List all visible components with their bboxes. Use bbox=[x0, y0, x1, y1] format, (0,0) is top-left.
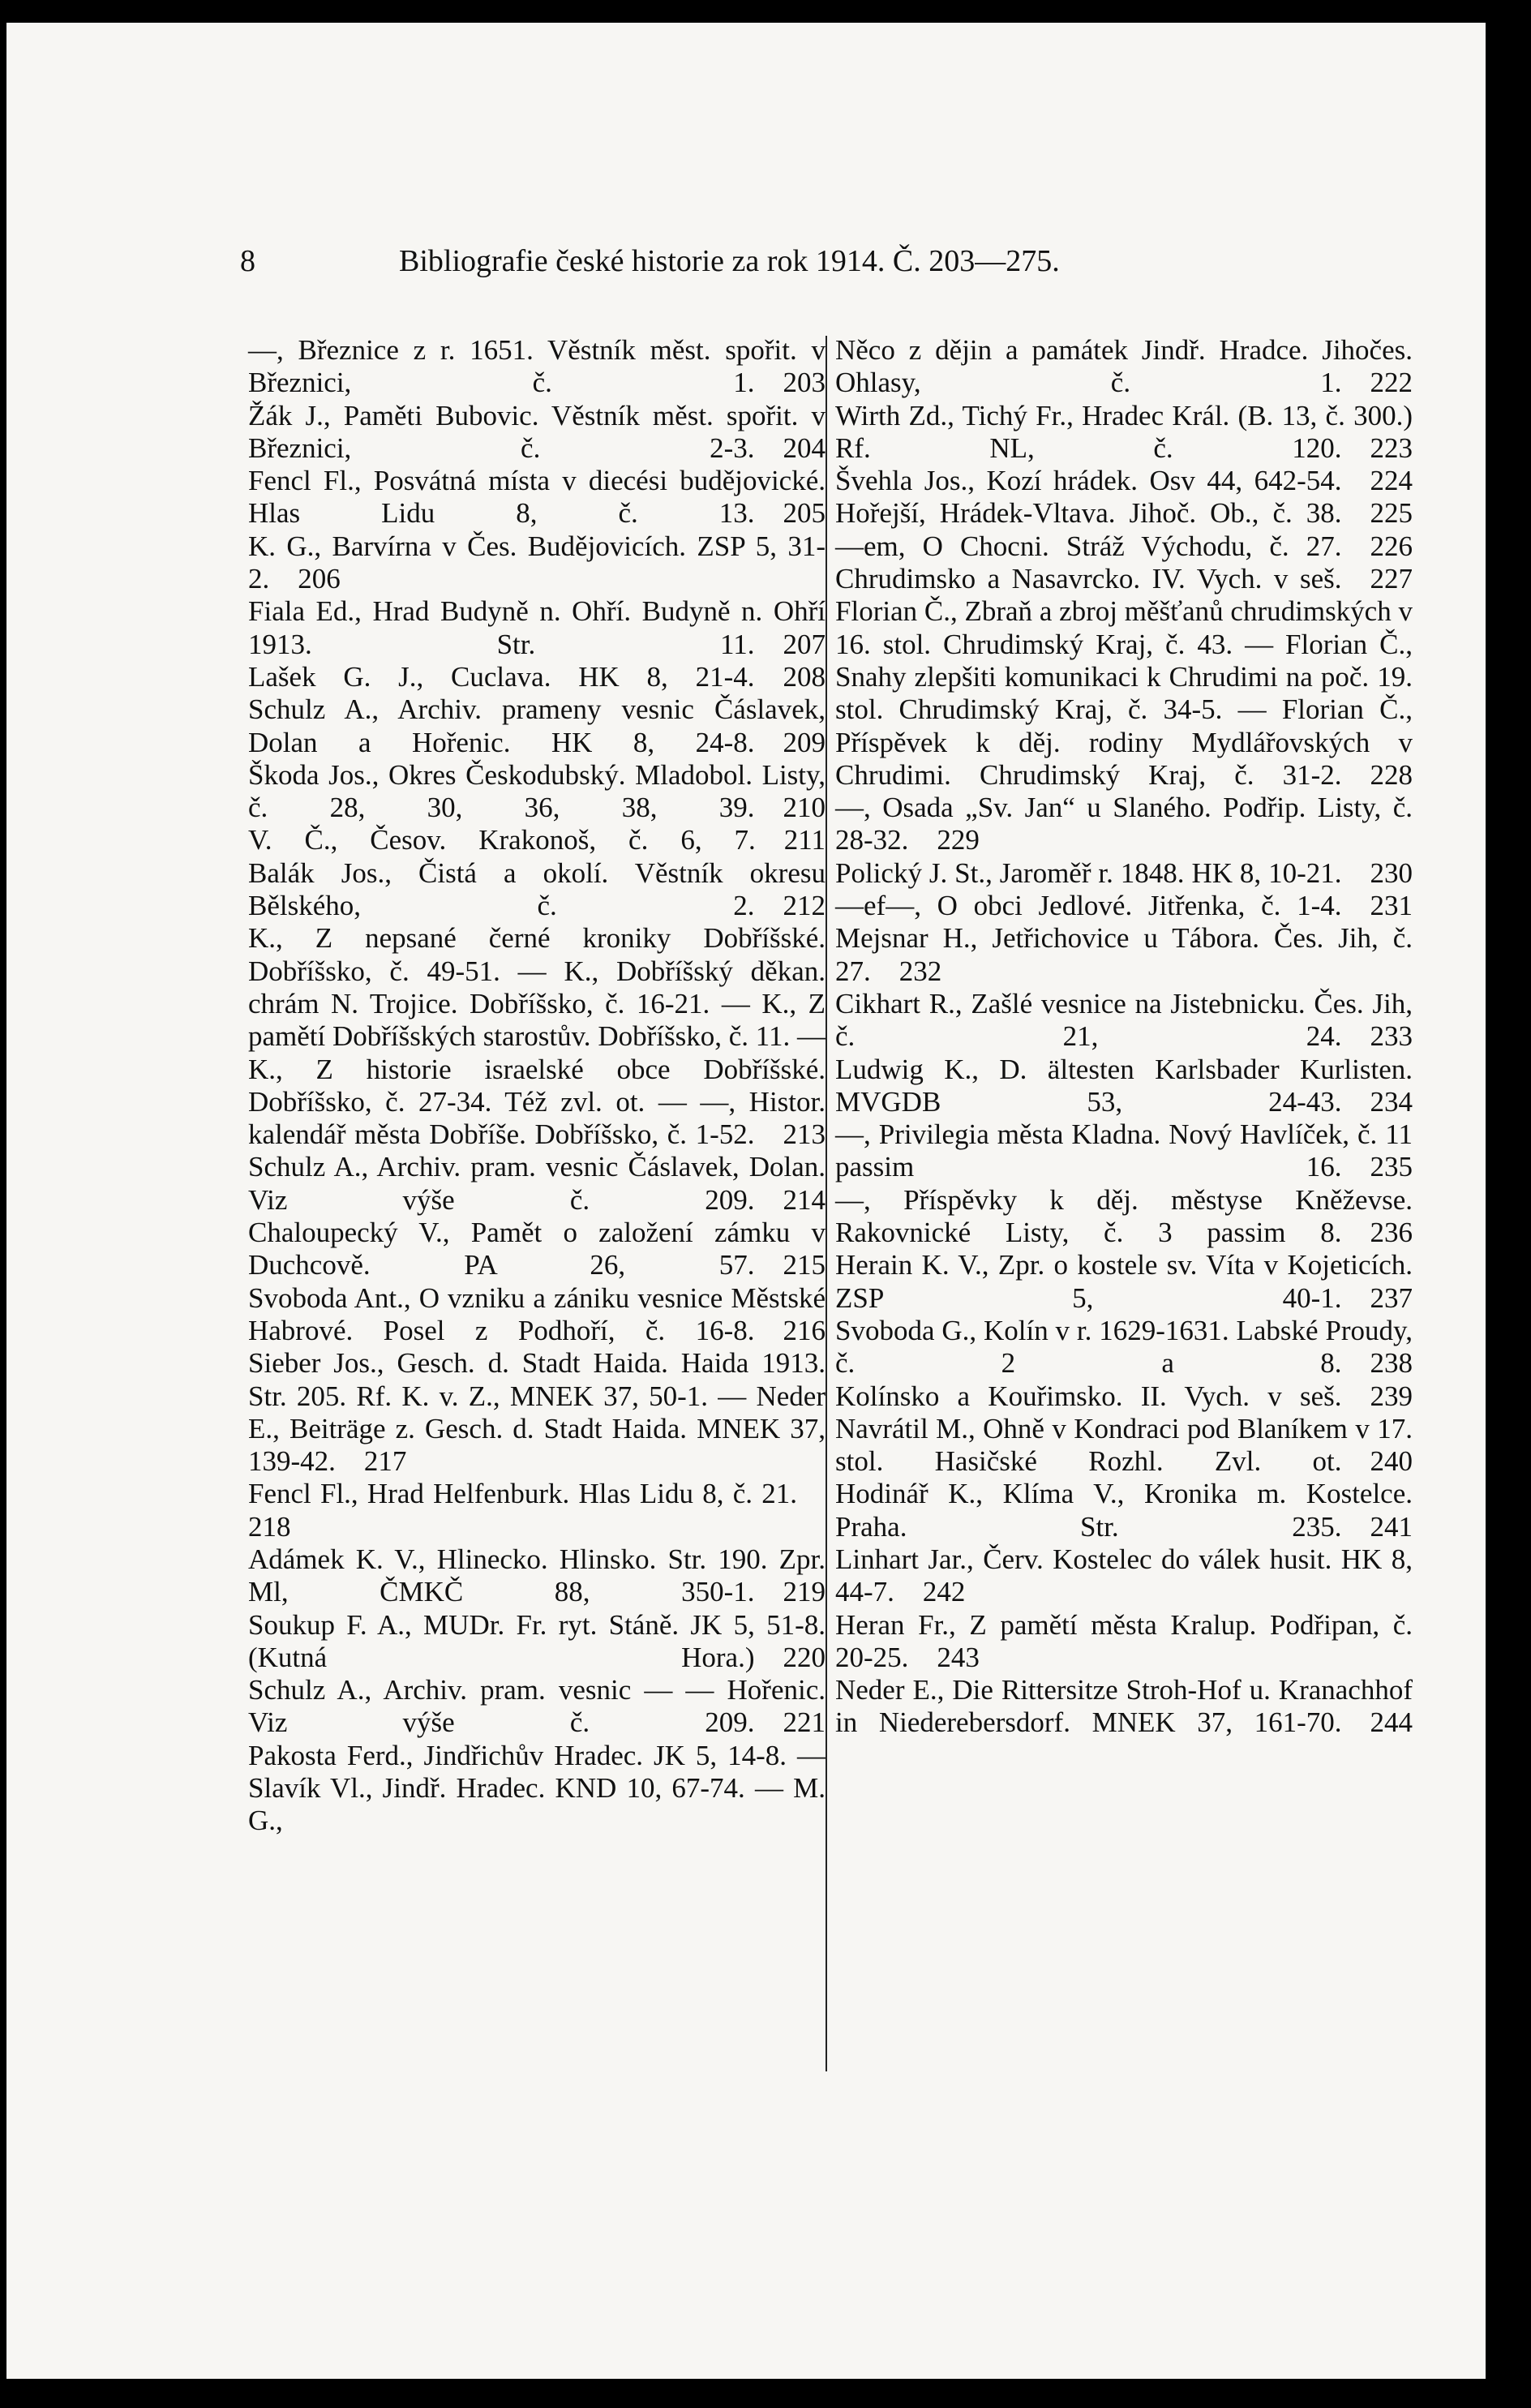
entry-number: 241 bbox=[1370, 1510, 1413, 1543]
bibliography-entry bbox=[248, 1347, 826, 1478]
bibliography-entry bbox=[248, 1478, 826, 1543]
entry-number: 216 bbox=[783, 1314, 826, 1346]
bibliography-entry bbox=[835, 1380, 1413, 1413]
entry-number: 233 bbox=[1370, 1020, 1413, 1053]
entry-text: Schulz A., Archiv. pram. vesnic — — Hořenic. Viz výše č. 209. bbox=[248, 1674, 826, 1739]
bibliography-entry bbox=[835, 497, 1413, 530]
entry-number: 224 bbox=[1370, 465, 1413, 497]
entry-number: 229 bbox=[937, 824, 980, 856]
entry-number: 240 bbox=[1370, 1445, 1413, 1478]
entry-number: 225 bbox=[1370, 497, 1413, 530]
bibliography-entry bbox=[248, 857, 826, 923]
entry-text: Lašek G. J., Cuclava. HK 8, 21-4. bbox=[248, 660, 755, 693]
entry-text: Soukup F. A., MUDr. Fr. ryt. Stáně. JK 5, 51-8. (Kutná Hora.) bbox=[248, 1608, 826, 1673]
bibliography-entry bbox=[835, 890, 1413, 922]
header-title: Bibliografie české historie za rok 1914. Č. 203—275. bbox=[399, 244, 1060, 278]
entry-text: Navrátil M., Ohně v Kondraci pod Blaníkem v 17. stol. Hasičské Rozhl. Zvl. ot. bbox=[835, 1412, 1413, 1478]
entry-text: Pakosta Ferd., Jindřichův Hradec. JK 5, 14-8. — Slavík Vl., Jindř. Hradec. KND 10, 67-74. — M. G., bbox=[248, 1739, 826, 1837]
entry-number: 223 bbox=[1370, 431, 1413, 464]
entry-number: 243 bbox=[937, 1641, 980, 1673]
bibliography-entry bbox=[835, 1249, 1413, 1315]
entry-text: —em, O Chocni. Stráž Východu, č. 27. bbox=[835, 530, 1342, 562]
entry-text: Polický J. St., Jaroměř r. 1848. HK 8, 10-21. bbox=[835, 856, 1342, 889]
bibliography-entry bbox=[835, 530, 1413, 563]
entry-number: 212 bbox=[783, 890, 826, 922]
entry-number: 219 bbox=[783, 1576, 826, 1608]
entry-text: —, Březnice z r. 1651. Věstník měst. spořit. v Březnici, č. 1. bbox=[248, 334, 826, 399]
entry-number: 232 bbox=[898, 955, 942, 987]
left-column bbox=[248, 334, 826, 1838]
bibliography-entry bbox=[248, 824, 826, 856]
entry-number: 213 bbox=[783, 1118, 826, 1151]
bibliography-entry bbox=[835, 400, 1413, 466]
entry-number: 209 bbox=[783, 726, 826, 758]
entry-number: 238 bbox=[1370, 1347, 1413, 1380]
bibliography-entry bbox=[835, 563, 1413, 595]
bibliography-entry bbox=[248, 400, 826, 466]
entry-text: —, Příspěvky k děj. městyse Kněževse. Rakovnické Listy, č. 3 passim 8. bbox=[835, 1183, 1413, 1249]
column-divider bbox=[826, 336, 827, 2071]
bibliography-entry bbox=[835, 857, 1413, 890]
entry-text: Schulz A., Archiv. prameny vesnic Čáslavek, Dolan a Hořenic. HK 8, 24-8. bbox=[248, 693, 826, 758]
bibliography-entry bbox=[248, 661, 826, 693]
entry-text: Cikhart R., Zašlé vesnice na Jistebnicku. Čes. Jih, č. 21, 24. bbox=[835, 987, 1413, 1053]
entry-number: 234 bbox=[1370, 1085, 1413, 1118]
entry-text: Herain K. V., Zpr. o kostele sv. Víta v Kojeticích. ZSP 5, 40-1. bbox=[835, 1249, 1413, 1314]
entry-text: Chaloupecký V., Pamět o založení zámku v Duchcově. PA 26, 57. bbox=[248, 1217, 826, 1281]
entry-text: Něco z dějin a památek Jindř. Hradce. Jihočes. Ohlasy, č. 1. bbox=[835, 334, 1413, 399]
entry-text: Ludwig K., D. ältesten Karlsbader Kurlisten. MVGDB 53, 24-43. bbox=[835, 1053, 1413, 1118]
bibliography-entry bbox=[248, 693, 826, 759]
entry-number: 211 bbox=[783, 824, 826, 856]
entry-number: 205 bbox=[783, 497, 826, 530]
entry-text: Mejsnar H., Jetřichovice u Tábora. Čes. Jih, č. 27. bbox=[835, 922, 1413, 987]
entry-text: Švehla Jos., Kozí hrádek. Osv 44, 642-54. bbox=[835, 465, 1342, 497]
entry-number: 226 bbox=[1370, 530, 1413, 562]
entry-number: 230 bbox=[1370, 856, 1413, 889]
entry-text: Neder E., Die Rittersitze Stroh-Hof u. Kranachhof in Niederebersdorf. MNEK 37, 161-70. bbox=[835, 1674, 1413, 1739]
entry-text: Fencl Fl., Posvátná místa v diecési budějovické. Hlas Lidu 8, č. 13. bbox=[248, 465, 826, 530]
bibliography-entry bbox=[248, 1217, 826, 1282]
entry-number: 203 bbox=[783, 367, 826, 399]
entry-text: —ef—, O obci Jedlové. Jitřenka, č. 1-4. bbox=[835, 890, 1342, 922]
bibliography-entry bbox=[835, 1543, 1413, 1609]
bibliography-entry bbox=[835, 1413, 1413, 1479]
bibliography-entry bbox=[835, 922, 1413, 988]
bibliography-entry bbox=[835, 1674, 1413, 1740]
entry-number: 206 bbox=[298, 563, 341, 595]
entry-text: Škoda Jos., Okres Českodubský. Mladobol. Listy, č. 28, 30, 36, 38, 39. bbox=[248, 758, 826, 824]
entry-text: Schulz A., Archiv. pram. vesnic Čáslavek, Dolan. Viz výše č. 209. bbox=[248, 1151, 826, 1216]
entry-text: Wirth Zd., Tichý Fr., Hradec Král. (B. 13, č. 300.) Rf. NL, č. 120. bbox=[835, 399, 1413, 464]
entry-text: Fencl Fl., Hrad Helfenburk. Hlas Lidu 8, č. 21. bbox=[248, 1478, 797, 1510]
bibliography-entry bbox=[835, 1478, 1413, 1543]
bibliography-entry bbox=[248, 1740, 826, 1838]
entry-text: Florian Č., Zbraň a zbroj měšťanů chrudimských v 16. stol. Chrudimský Kraj, č. 43. — Florian Č., Snahy zlepšiti komunikaci k Chrudimi na poč. 19. stol. Chrudimský Kraj, č. 34-5. — Florian Č., Příspěvek k děj. rodiny Mydlářovských v Chrudimi. Chrudimský Kraj, č. 31-2. bbox=[835, 595, 1413, 791]
entry-number: 239 bbox=[1370, 1380, 1413, 1412]
entry-text: Svoboda Ant., O vzniku a zániku vesnice Městské Habrové. Posel z Podhoří, č. 16-8. bbox=[248, 1281, 826, 1346]
entry-number: 227 bbox=[1370, 563, 1413, 595]
bibliography-entry bbox=[835, 595, 1413, 792]
entry-text: Hořejší, Hrádek-Vltava. Jihoč. Ob., č. 38. bbox=[835, 497, 1342, 530]
page-number: 8 bbox=[240, 244, 255, 278]
bibliography-entry bbox=[835, 1184, 1413, 1250]
entry-number: 244 bbox=[1370, 1706, 1413, 1739]
entry-text: —, Osada „Sv. Jan“ u Slaného. Podřip. Listy, č. 28-32. bbox=[835, 792, 1413, 856]
bibliography-entry bbox=[248, 1674, 826, 1740]
entry-number: 236 bbox=[1370, 1217, 1413, 1249]
entry-text: Fiala Ed., Hrad Budyně n. Ohří. Budyně n. Ohří 1913. Str. 11. bbox=[248, 595, 826, 660]
bibliography-entry bbox=[835, 1315, 1413, 1380]
entry-text: Balák Jos., Čistá a okolí. Věstník okresu Bělského, č. 2. bbox=[248, 856, 826, 922]
entry-text: Heran Fr., Z pamětí města Kralup. Podřipan, č. 20-25. bbox=[835, 1608, 1413, 1673]
bibliography-entry bbox=[248, 1609, 826, 1675]
entry-number: 214 bbox=[783, 1183, 826, 1216]
running-header bbox=[240, 243, 1456, 279]
entry-number: 237 bbox=[1370, 1281, 1413, 1314]
bibliography-entry bbox=[248, 530, 826, 596]
bibliography-entry bbox=[248, 1543, 826, 1609]
bibliography-entry bbox=[248, 595, 826, 661]
entry-number: 217 bbox=[363, 1445, 407, 1478]
entry-number: 235 bbox=[1370, 1151, 1413, 1183]
entry-text: K., Z nepsané černé kroniky Dobříšské. Dobříšsko, č. 49-51. — K., Dobříšský děkan. chrám N. Trojice. Dobříšsko, č. 16-21. — K., Z pamětí Dobříšských starostův. Dobříšsko, č. 11. — K., Z historie israelské obce Dobříšské. Dobříšsko, č. 27-34. Též zvl. ot. — —, Histor. kalendář města Dobříše. Dobříšsko, č. 1-52. bbox=[248, 922, 826, 1151]
entry-text: Hodinář K., Klíma V., Kronika m. Kostelce. Praha. Str. 235. bbox=[835, 1478, 1413, 1543]
entry-number: 207 bbox=[783, 628, 826, 660]
bibliography-entry bbox=[248, 1282, 826, 1348]
entry-number: 221 bbox=[783, 1706, 826, 1739]
entry-number: 220 bbox=[783, 1641, 826, 1673]
bibliography-entry bbox=[248, 1151, 826, 1217]
entry-number: 218 bbox=[248, 1510, 291, 1543]
bibliography-entry bbox=[248, 759, 826, 825]
entry-text: Chrudimsko a Nasavrcko. IV. Vych. v seš. bbox=[835, 563, 1342, 595]
entry-number: 208 bbox=[783, 660, 826, 693]
entry-text: Kolínsko a Kouřimsko. II. Vych. v seš. bbox=[835, 1380, 1342, 1412]
entry-text: Sieber Jos., Gesch. d. Stadt Haida. Haida 1913. Str. 205. Rf. K. v. Z., MNEK 37, 50-1. — Neder E., Beiträge z. Gesch. d. Stadt Haida. MNEK 37, 139-42. bbox=[248, 1347, 826, 1478]
entry-number: 204 bbox=[783, 431, 826, 464]
entry-number: 215 bbox=[783, 1249, 826, 1281]
bibliography-entry bbox=[835, 1054, 1413, 1119]
entry-number: 222 bbox=[1370, 367, 1413, 399]
bibliography-entry bbox=[835, 334, 1413, 400]
bibliography-entry bbox=[248, 334, 826, 400]
bibliography-entry bbox=[248, 922, 826, 1151]
entry-text: Adámek K. V., Hlinecko. Hlinsko. Str. 190. Zpr. Ml, ČMKČ 88, 350-1. bbox=[248, 1543, 826, 1608]
right-column bbox=[835, 334, 1413, 1740]
entry-number: 242 bbox=[922, 1576, 966, 1608]
entry-text: K. G., Barvírna v Čes. Budějovicích. ZSP 5, 31-2. bbox=[248, 530, 826, 595]
bibliography-entry bbox=[835, 792, 1413, 857]
book-page bbox=[6, 23, 1486, 2379]
bibliography-entry bbox=[835, 1609, 1413, 1675]
entry-number: 228 bbox=[1370, 758, 1413, 791]
entry-text: Linhart Jar., Červ. Kostelec do válek husit. HK 8, 44-7. bbox=[835, 1543, 1413, 1608]
entry-text: V. Č., Česov. Krakonoš, č. 6, 7. bbox=[248, 824, 756, 856]
bibliography-entry bbox=[835, 465, 1413, 497]
bibliography-entry bbox=[248, 465, 826, 530]
entry-number: 231 bbox=[1370, 890, 1413, 922]
entry-text: Svoboda G., Kolín v r. 1629-1631. Labské Proudy, č. 2 a 8. bbox=[835, 1314, 1413, 1380]
bibliography-entry bbox=[835, 988, 1413, 1054]
entry-text: —, Privilegia města Kladna. Nový Havlíček, č. 11 passim 16. bbox=[835, 1118, 1413, 1183]
bibliography-entry bbox=[835, 1118, 1413, 1184]
entry-text: Žák J., Paměti Bubovic. Věstník měst. spořit. v Březnici, č. 2-3. bbox=[248, 399, 826, 464]
entry-number: 210 bbox=[783, 792, 826, 824]
